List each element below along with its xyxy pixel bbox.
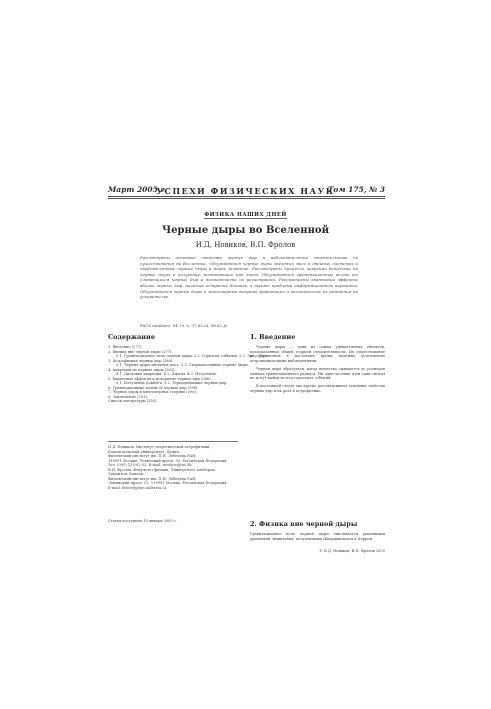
affiliation-line: 119991 Москва, Ленинский просп. 53, Российская Федерация <box>108 458 227 463</box>
intro-heading: 1. Введение <box>250 333 296 341</box>
toc-subitem: 3.1. Черные дыры звездных масс. 3.2. Сверхмассивные черные дыры. <box>116 363 249 367</box>
intro-paragraph: В настоящей статье мы кратко рассматриваем основные свойства черных дыр и их роль в астрофизике. <box>250 383 385 393</box>
affiliation-line: Физический институт им. П.Н. Лебедева РАН, <box>108 476 197 481</box>
toc-subitem: 4.1. Дисковая аккреция. 4.2. Джеты. 4.3. Излучение. <box>116 372 218 376</box>
toc-item: 7. Черные дыры в многомерных теориях (290). <box>108 390 198 394</box>
toc-subitem: 5.1. Излучение Хокинга. 5.2. Термодинамика черных дыр. <box>116 381 228 385</box>
affiliation-line: Ленинский просп. 53, 119991 Москва, Российская Федерация <box>108 481 227 485</box>
toc-subitem: 2.1. Гравитационное поле черной дыры. 2.2. Горизонт событий. 2.3. Эргосфера. <box>116 354 269 358</box>
article-authors: И.Д. Новиков, В.П. Фролов <box>195 241 296 249</box>
issue-date: Март 2005 г. <box>108 185 168 194</box>
journal-name: УСПЕХИ ФИЗИЧЕСКИХ НАУК <box>156 186 335 196</box>
toc-item: 3. Астрофизика черных дыр (280). <box>108 358 174 363</box>
header-rule-thin <box>108 198 385 199</box>
toc-item: 6. Гравитационные волны от черных дыр (288). <box>108 385 199 390</box>
received-date: Статья поступила 10 января 2005 г. <box>108 519 177 523</box>
header-rule <box>108 196 385 197</box>
section2-heading: 2. Физика вне черной дыры <box>250 520 358 528</box>
affiliation-line: Эдмонтон, Канада; <box>108 472 145 476</box>
intro-paragraph: Черные дыры — одни из самых удивительных объектов, предсказанных общей теорией относительности. Их существование во Вселенной в настоящее время надежно установлено астрономическими наблюдениями. <box>250 345 385 364</box>
toc-item: 5. Квантовые эффекты и испарение черных дыр (286). <box>108 376 212 381</box>
toc-item: 8. Заключение (291). <box>108 394 148 399</box>
pacs-numbers: PACS numbers: 04.70.-s, 97.60.Lf, 98.62.Js <box>140 323 228 328</box>
affiliation-rule <box>108 441 238 442</box>
affiliation-line: И.Д. Новиков. Институт теоретической астрофизики, Копенгагенский университет, Дания; <box>108 445 211 454</box>
intro-text <box>250 345 385 393</box>
affiliation-line: Тел. (095) 135-02-53. E-mail: novikov@tac.dk <box>108 463 192 467</box>
intro-paragraph: Черная дыра образуется, когда вещество сжимается до размеров меньше гравитационного радиуса. Ни одна частица и ни один сигнал не могут выйти из-под горизонта событий. <box>250 366 385 381</box>
table-of-contents <box>108 345 269 404</box>
section2-text: Гравитационное поле черной дыры описывается решениями уравнений Эйнштейна, полученными Шварцшильдом и Керром. <box>250 532 385 541</box>
toc-item: 2. Физика вне черной дыры (277). <box>108 349 173 354</box>
copyright-footer: © И.Д. Новиков, В.П. Фролов 2005 <box>318 549 385 553</box>
toc-item: 1. Введение (277). <box>108 345 143 349</box>
article-title: Черные дыры во Вселенной <box>161 225 329 236</box>
affiliation-line: Физический институт им. П.Н. Лебедева РАН, <box>108 454 197 458</box>
section-label <box>0 212 491 218</box>
volume-number: Том 175, № 3 <box>327 185 385 194</box>
affiliation-line: E-mail: frolov@phys.ualberta.ca <box>108 485 167 490</box>
article-abstract: Рассмотрены основные свойства черных дыр и наблюдательные свидетельства их существования во Вселенной. Обсуждаются черные дыры звездных масс в двойных системах и сверхмассивные черные дыры в ядрах галактик. Рассмотрены процессы аккреции вещества на черные дыры и излучение, возникающее при этом. Обсуждаются гравитационные волны от сливающихся черных дыр и возможности их регистрации. Рассмотрены квантовые эффекты вблизи черных дыр, включая испарение Хокинга, а также проблема информационного парадокса. Обсуждаются черные дыры в многомерных теориях гравитации и возможность их рождения на ускорителях. <box>140 255 358 300</box>
affiliation-line: В.П. Фролов. Факультет физики, Университет Альберты, <box>108 467 216 472</box>
toc-item: 4. Аккреция на черные дыры (283). <box>108 367 176 372</box>
author-affiliations <box>108 445 238 490</box>
contents-heading: Содержание <box>108 333 156 341</box>
section-label-text: ФИЗИКА НАШИХ ДНЕЙ <box>204 212 287 218</box>
toc-item: Список литературы (292). <box>108 399 158 403</box>
